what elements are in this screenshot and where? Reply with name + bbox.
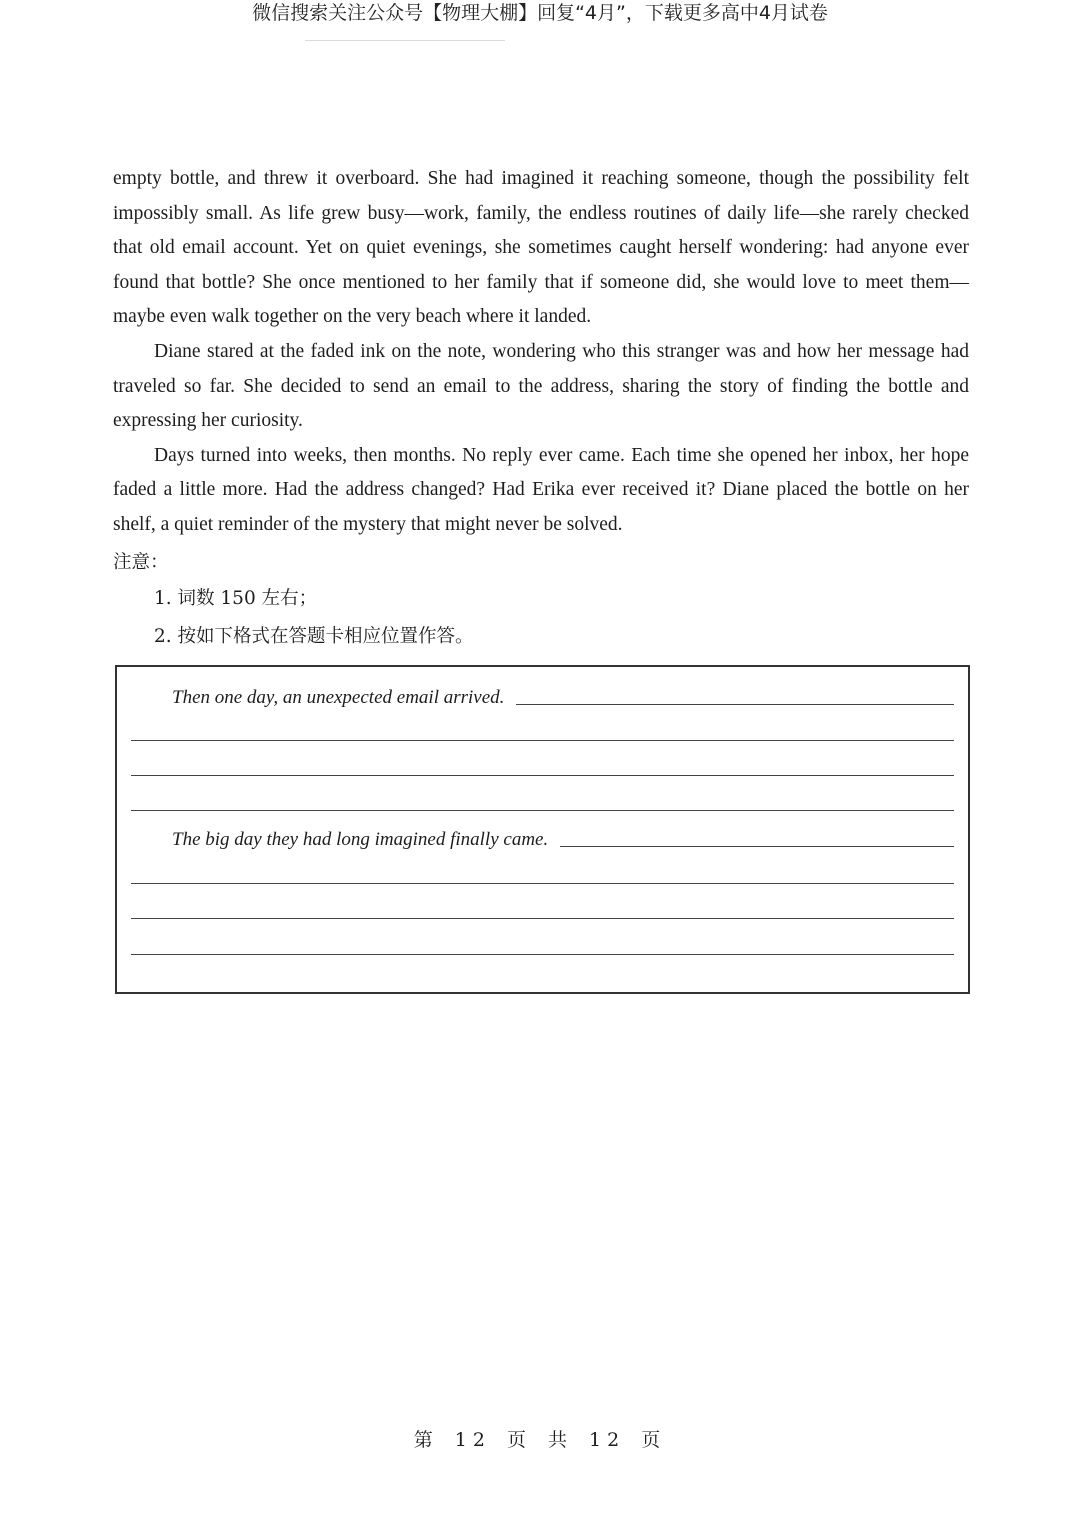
writing-line-prompt-1 — [516, 703, 954, 705]
writing-line — [131, 810, 954, 811]
writing-line — [131, 775, 954, 776]
story-passage — [113, 162, 969, 543]
notes-title: 注意： — [113, 552, 169, 573]
note-item-format: 2. 按如下格式在答题卡相应位置作答。 — [154, 626, 474, 647]
passage-paragraph-1: empty bottle, and threw it overboard. She had imagined it reaching someone, though the possibility felt impossibly small. As life grew busy—work, family, the endless routines of daily life—she rarely checked that old email account. Yet on quiet evenings, she sometimes caught herself wondering: had anyone ever found that bottle? She once mentioned to her family that if someone did, she would love to meet them—maybe even walk together on the very beach where it landed. — [113, 168, 969, 328]
prompt-row-1 — [172, 687, 954, 709]
writing-line — [131, 954, 954, 955]
prompt-sentence-2: The big day they had long imagined finally came. — [172, 829, 549, 850]
writing-line — [131, 918, 954, 919]
passage-paragraph-3: Days turned into weeks, then months. No reply ever came. Each time she opened her inbox, her hope faded a little more. Had the address changed? Had Erika ever received it? Diane placed the bottle on her shelf, a quiet reminder of the mystery that might never be solved. — [113, 444, 969, 535]
writing-line — [131, 740, 954, 741]
notes-section — [113, 546, 969, 656]
writing-line-prompt-2 — [560, 845, 954, 847]
watermark-banner: 微信搜索关注公众号【物理大棚】回复“4月”，下载更多高中4月试卷 — [252, 2, 828, 24]
answer-box — [115, 665, 970, 994]
passage-paragraph-2: Diane stared at the faded ink on the note, wondering who this stranger was and how her message had traveled so far. She decided to send an email to the address, sharing the story of finding the bottle and expressing her curiosity. — [113, 340, 969, 432]
writing-line — [131, 883, 954, 884]
banner-divider — [305, 40, 505, 41]
note-item-word-count: 1. 词数 150 左右； — [154, 588, 318, 609]
prompt-sentence-1: Then one day, an unexpected email arrived. — [172, 687, 505, 708]
page-number: 第 12 页 共 12 页 — [413, 1429, 667, 1451]
prompt-row-2 — [172, 829, 954, 851]
